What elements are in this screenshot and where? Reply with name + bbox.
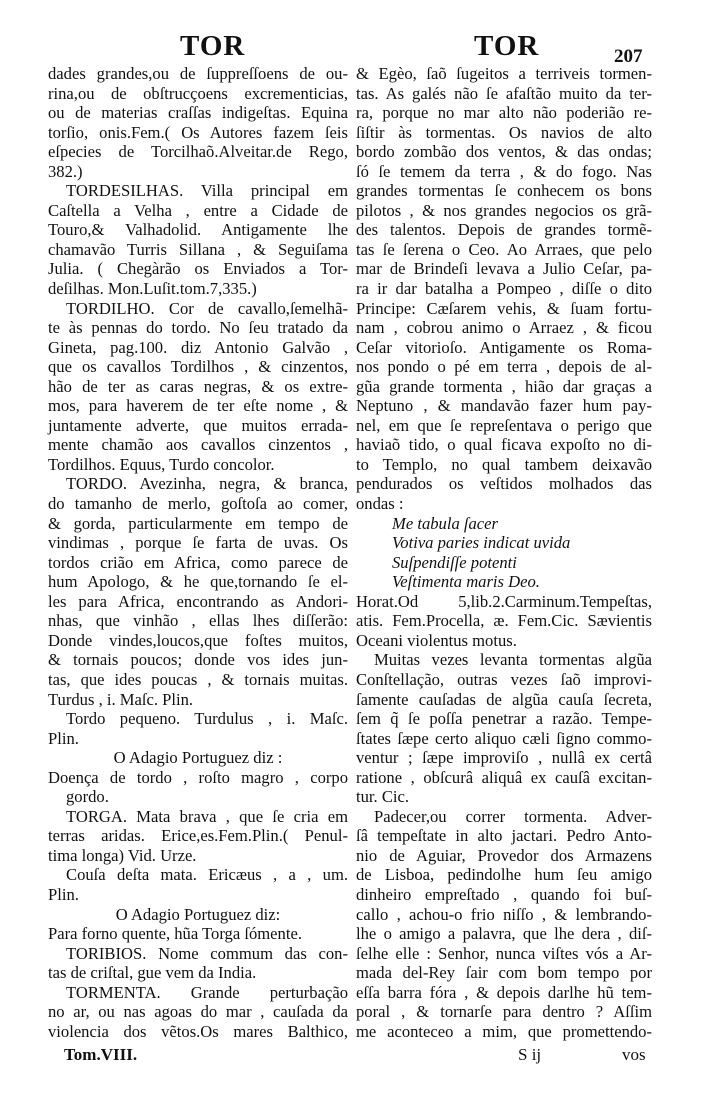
text-line: nam , cobrou animo o Arraez , & ficou — [356, 318, 652, 338]
text-line: Principe: Cæſarem vehis, & ſuam fortu- — [356, 298, 652, 318]
text-line: Para forno quente, hũa Torga ſómente. — [48, 924, 302, 944]
text-line: tas, que ides poucas , & tornais muitas. — [48, 669, 348, 689]
text-line: tima longa) Vid. Urze. — [48, 845, 197, 865]
text-line: TORDO. Avezinha, negra, & branca, — [66, 474, 348, 494]
text-line: gũa grande tormenta , hião dar graças a — [356, 376, 652, 396]
text-line: Tordo pequeno. Turdulus , i. Maſc. — [66, 709, 348, 729]
text-line: tur. Cic. — [356, 787, 410, 807]
text-line: TORMENTA. Grande perturbação — [66, 982, 348, 1002]
text-line: Horat.Od 5,lib.2.Carminum.Tempeſtas, — [356, 591, 652, 611]
text-line: eſpecies de Torcilhaõ.Alveitar.de Rego, — [48, 142, 348, 162]
text-line: TORGA. Mata brava , que ſe cria em — [66, 806, 348, 826]
text-line: & Egèo, ſaõ ſugeitos a terriveis tormen- — [356, 64, 652, 83]
text-line: te às pennas do tordo. No ſeu tratado da — [48, 318, 348, 338]
text-line: gordo. — [66, 787, 109, 807]
text-line: rina,ou de obſtrucçoens excrementicias, — [48, 83, 348, 103]
text-line: ſiſtir às tormentas. Os navios de alto — [356, 122, 652, 142]
text-line: de Lisboa, pedindolhe hum ſeu amigo — [356, 865, 652, 885]
text-line: ra, porque no mar alto não poderião re- — [356, 103, 652, 123]
text-line: do tamanho de merlo, goſtoſa ao comer, — [48, 494, 348, 514]
text-line: O Adagio Portuguez diz: — [115, 904, 281, 924]
text-line: nel, em que ſe repreſentava o perigo que — [356, 415, 652, 435]
text-line: TORDILHO. Cor de cavallo,ſemelhã- — [66, 298, 348, 318]
text-line: TORDESILHAS. Villa principal em — [66, 181, 348, 201]
text-line: nhas, que vinhão , ellas lhes diſſerão: — [48, 611, 348, 631]
left-column — [48, 64, 348, 1041]
text-line: nos pondo o pé em terra , depois de al- — [356, 357, 652, 377]
text-line: Doença de tordo , roſto magro , corpo — [48, 767, 348, 787]
page-number: 207 — [614, 46, 643, 67]
text-line: Turdus , i. Maſc. Plin. — [48, 689, 194, 709]
text-line: des talentos. Depois de grandes tormẽ- — [356, 220, 652, 240]
text-line: mada del-Rey ſair com bom tempo por — [356, 963, 652, 983]
text-line: Julia. ( Chegàrão os Enviados a Tor- — [48, 259, 348, 279]
text-line: Conſtellação, outras vezes ſaõ improvi- — [356, 669, 652, 689]
text-line: ondas : — [356, 494, 404, 514]
text-line: bordo zombão dos ventos, & das ondas; — [356, 142, 652, 162]
text-line: ventur ; ſæpe improviſo , nullâ ex certâ — [356, 748, 652, 768]
text-line: ſâ tempeſtate in alto jactari. Pedro Anto- — [356, 826, 652, 846]
text-line: deſilhas. Mon.Luſit.tom.7,335.) — [48, 279, 257, 299]
text-line: callo , achou-o frio niſſo , & lembrando- — [356, 904, 652, 924]
text-line: Couſa deſta mata. Ericæus , a , um. — [66, 865, 348, 885]
text-line: Veſtimenta maris Deo. — [392, 572, 540, 592]
right-column — [356, 64, 652, 1041]
text-line: Votiva paries indicat uvida — [392, 533, 571, 553]
text-line: juntamente adverte, que muitos errada- — [48, 415, 348, 435]
text-line: & gorda, particularmente em tempo de — [48, 513, 348, 533]
text-line: no ar, ou nas agoas do mar , cauſada da — [48, 1002, 348, 1022]
text-line: ou de materias craſſas indigeſtas. Equina — [48, 103, 348, 123]
text-line: O Adagio Portuguez diz : — [113, 748, 283, 768]
text-line: haviaõ tido, o qual ficava expoſto no di- — [356, 435, 652, 455]
catchword: vos — [622, 1045, 646, 1064]
text-line: tordos crião em Africa, como parece de — [48, 552, 348, 572]
running-head-left: TOR — [180, 30, 246, 62]
text-line: grandes tormentas ſe conhecem os bons — [356, 181, 652, 201]
text-line: pilotos , & nos grandes negocios os grã- — [356, 200, 652, 220]
text-line: Oceani violentus motus. — [356, 630, 517, 650]
text-line: to Templo, no qual tambem deixavão — [356, 454, 652, 474]
text-line: Gineta, pag.100. diz Antonio Galvão , — [48, 337, 348, 357]
text-line: Padecer,ou correr tormenta. Adver- — [374, 806, 652, 826]
running-head-right: TOR — [474, 30, 540, 62]
volume-mark: Tom.VIII. — [64, 1045, 138, 1064]
text-line: Plin. — [48, 884, 79, 904]
text-line: nio de Aguiar, Provedor dos Armazens — [356, 845, 652, 865]
text-line: atis. Fem.Procella, æ. Fem.Cic. Sævientis — [356, 611, 652, 631]
text-line: hum Apologo, & he que,tornando ſe el- — [48, 572, 348, 592]
text-line: vindimas , porque ſe farta de uvas. Os — [48, 533, 348, 553]
text-line: eſſa barra fóra , & depois darlhe hũ tem- — [356, 982, 652, 1002]
text-line: Muitas vezes levanta tormentas algũa — [374, 650, 652, 670]
text-line: Donde vindes,loucos,que foſtes muitos, — [48, 630, 348, 650]
text-line: me aconteceo a mim, que promettendo- — [356, 1021, 652, 1041]
text-line: Neptuno , & mandavão fazer hum pay- — [356, 396, 652, 416]
text-line: TORIBIOS. Nome commum das con- — [66, 943, 348, 963]
text-line: que os cavallos Tordilhos , & cinzentos, — [48, 357, 348, 377]
text-line: ra ir dar batalha a Pompeo , diſſe o dito — [356, 279, 652, 299]
text-line: ſtates ſæpe certo aliquo cæli ſigno commo- — [356, 728, 652, 748]
text-line: Ceſar vitorioſo. Antigamente os Roma- — [356, 337, 652, 357]
text-line: poral , & tornarſe para dentro ? Aſſim — [356, 1002, 652, 1022]
text-line: Caſtella a Velha , entre a Cidade de — [48, 200, 348, 220]
text-line: ſamente cauſadas de algũa cauſa ſecreta, — [356, 689, 652, 709]
text-line: dinheiro empreſtado , quando foi buſ- — [356, 884, 652, 904]
text-line: tas. As galés não ſe afaſtão muito da ter- — [356, 83, 652, 103]
text-line: ſem q̃ ſe poſſa penetrar a razão. Tempe- — [356, 709, 652, 729]
text-line: ſó ſe temem da terra , & do fogo. Nas — [356, 161, 652, 181]
text-line: mar de Brindeſi levava a Julio Ceſar, pa- — [356, 259, 652, 279]
text-line: tas de criſtal, gue vem da India. — [48, 963, 257, 983]
text-line: Suſpendiſſe potenti — [392, 552, 517, 572]
text-line: violencia dos vẽtos.Os mares Balthico, — [48, 1021, 348, 1041]
text-line: Touro,& Valhadolid. Antigamente lhe — [48, 220, 348, 240]
text-line: torſio, onis.Fem.( Os Autores fazem ſeis — [48, 122, 348, 142]
text-line: ſelhe elle : Senhor, nunca viſtes vós a Ar- — [356, 943, 652, 963]
printer-signature: S ij — [518, 1045, 542, 1064]
text-line: 382.) — [48, 161, 83, 181]
text-line: mos, para haverem de ter eſte nome , & — [48, 396, 348, 416]
text-line: & tornais poucos; donde vos ides jun- — [48, 650, 348, 670]
text-line: hão de ter as caras negras, & os extre- — [48, 376, 348, 396]
text-line: les para Africa, encontrando as Andori- — [48, 591, 348, 611]
text-line: mente chamão aos cavallos cinzentos , — [48, 435, 348, 455]
text-line: lhe o amigo a palavra, que lhe dera , diſ- — [356, 924, 652, 944]
text-line: ratione , obſcurâ aliquâ ex cauſâ excitan- — [356, 767, 652, 787]
text-line: dades grandes,ou de ſuppreſſoens de ou- — [48, 64, 348, 83]
text-line: terras aridas. Erice,es.Fem.Plin.( Penul- — [48, 826, 348, 846]
text-line: tas ſe ſerena o Ceo. Ao Arraes, que pelo — [356, 239, 652, 259]
text-line: chamavão Turris Sillana , & Seguiſama — [48, 239, 348, 259]
text-line: pendurados os veſtidos molhados das — [356, 474, 652, 494]
text-line: Tordilhos. Equus, Turdo concolor. — [48, 454, 275, 474]
text-line: Plin. — [48, 728, 79, 748]
text-line: Me tabula ſacer — [392, 513, 498, 533]
